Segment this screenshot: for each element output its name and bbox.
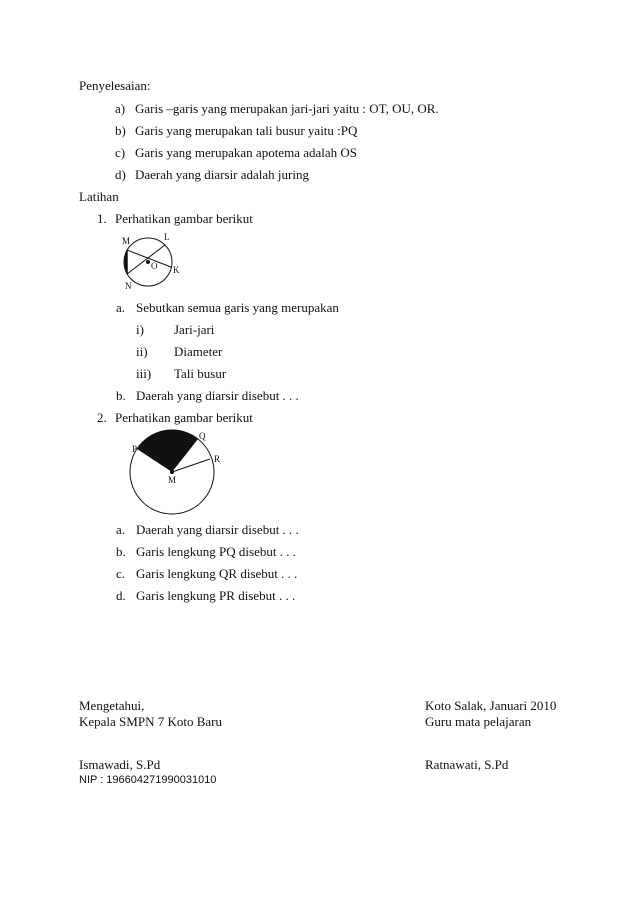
q2-marker-a: a. [116,522,126,537]
q2-marker-b: b. [116,544,126,559]
q2-item-c: Garis lengkung QR disebut . . . [136,566,298,581]
label-k: K [173,265,180,275]
signature-left-role: Kepala SMPN 7 Koto Baru [79,714,222,729]
label-o: O [151,261,158,271]
q1-sub-a-marker: a. [116,300,126,315]
label-q: Q [199,431,206,441]
q1-sub-b-text: Daerah yang diarsir disebut . . . [136,388,299,403]
q2-item-b: Garis lengkung PQ disebut . . . [136,544,296,559]
q1-list-marker-i: i) [136,322,144,337]
signature-right-role: Guru mata pelajaran [425,714,532,729]
solution-heading: Penyelesaian: [79,78,151,93]
q1-text: Perhatikan gambar berikut [115,211,253,226]
diameter-nl [127,245,165,274]
q2-marker-c: c. [116,566,126,581]
label-m2: M [168,475,177,485]
solution-item-a: Garis –garis yang merupakan jari-jari yaitu : OT, OU, OR. [135,101,439,116]
solution-marker-c: c) [115,145,126,160]
solution-item-d: Daerah yang diarsir adalah juring [135,167,309,182]
solution-marker-d: d) [115,167,126,182]
q1-list-item-i: Jari-jari [174,322,215,337]
q1-list-item-iii: Tali busur [174,366,227,381]
q2-text: Perhatikan gambar berikut [115,410,253,425]
chord-mk [127,250,171,267]
center-point-m [170,470,174,474]
label-r: R [214,454,221,464]
circle-figure-2 [122,427,222,517]
label-n: N [125,281,132,291]
q1-list-marker-ii: ii) [136,344,148,359]
signature-known: Mengetahui, [79,698,145,713]
q1-list-item-ii: Diameter [174,344,223,359]
solution-item-c: Garis yang merupakan apotema adalah OS [135,145,358,160]
signature-right-name: Ratnawati, S.Pd [425,757,509,772]
exercise-heading: Latihan [79,189,119,204]
q2-item-a: Daerah yang diarsir disebut . . . [136,522,299,537]
q2-marker-d: d. [116,588,126,603]
solution-item-b: Garis yang merupakan tali busur yaitu :PQ [135,123,358,138]
q1-marker: 1. [97,211,107,226]
solution-marker-b: b) [115,123,126,138]
q1-list-marker-iii: iii) [136,366,152,381]
center-point-o [146,260,150,264]
q2-marker: 2. [97,410,107,425]
solution-marker-a: a) [115,101,126,116]
q2-item-d: Garis lengkung PR disebut . . . [136,588,296,603]
q1-sub-a-text: Sebutkan semua garis yang merupakan [136,300,339,315]
circle-figure-1 [105,227,195,292]
q1-sub-b-marker: b. [116,388,126,403]
signature-left-nip: NIP : 196604271990031010 [79,774,217,786]
signature-place-date: Koto Salak, Januari 2010 [425,698,557,713]
signature-left-name: Ismawadi, S.Pd [79,757,161,772]
label-p: P [132,444,138,454]
label-m: M [122,236,131,246]
label-l: L [164,232,170,242]
